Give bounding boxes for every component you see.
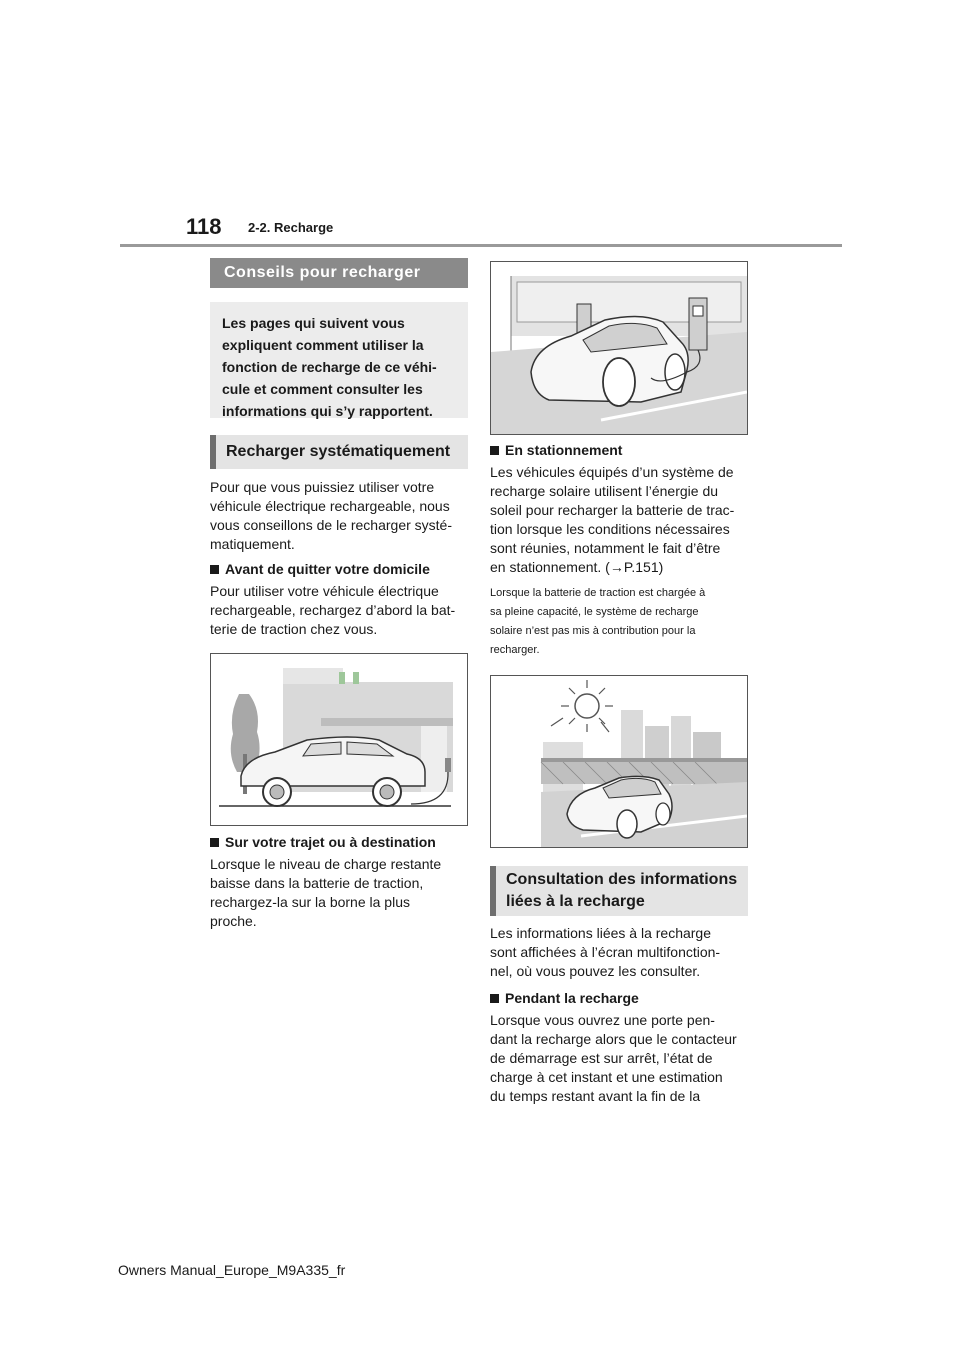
trajet-paragraph (210, 855, 472, 931)
intro-line: fonction de recharge de ce véhi- (222, 359, 437, 375)
pendant-paragraph (490, 1011, 752, 1106)
footer-label: Owners Manual_Europe_M9A335_fr (118, 1262, 346, 1278)
header-divider (120, 244, 842, 247)
bullet-square-icon (210, 838, 219, 847)
consultation-heading (490, 866, 748, 916)
stationnement-heading-label: En stationnement (505, 442, 623, 458)
text-line: sont affichées à l’écran multifonction- (490, 944, 721, 960)
intro-line: cule et comment consulter les (222, 381, 423, 397)
conseils-heading: Conseils pour recharger (210, 258, 468, 288)
bullet-square-icon (210, 565, 219, 574)
note-paragraph (490, 584, 752, 660)
text-line: sont réunies, notamment le fait d’être (490, 540, 721, 556)
section-title: 2-2. Recharge (248, 220, 334, 235)
stationnement-paragraph (490, 463, 752, 577)
consultation-paragraph (490, 924, 752, 981)
text-line: tion lorsque les conditions nécessaires (490, 521, 730, 537)
text-line: Pour que vous puissiez utiliser votre (210, 479, 435, 495)
intro-line: informations qui s’y rapportent. (222, 403, 433, 419)
bullet-square-icon (490, 446, 499, 455)
text-line: baisse dans la batterie de traction, (210, 875, 424, 891)
charging-station-illustration (490, 261, 748, 435)
consultation-heading-line: Consultation des informations (506, 871, 738, 888)
text-line: Les informations liées à la recharge (490, 925, 712, 941)
bullet-square-icon (490, 994, 499, 1003)
text-line: vous conseillons de le recharger systé- (210, 517, 453, 533)
text-line: charge à cet instant et une estimation (490, 1069, 723, 1085)
pendant-heading (490, 989, 639, 1008)
intro-line: expliquent comment utiliser la (222, 337, 424, 353)
text-line: nel, où vous pouvez les consulter. (490, 963, 701, 979)
text-line: en stationnement. (→P.151) (490, 559, 664, 575)
text-line: rechargez-la sur la borne la plus (210, 894, 410, 910)
avant-paragraph (210, 582, 472, 639)
text-line: Lorsque vous ouvrez une porte pen- (490, 1012, 715, 1028)
home-charging-illustration (210, 653, 468, 826)
text-line: du temps restant avant la fin de la (490, 1088, 701, 1104)
text-line: Lorsque la batterie de traction est chargée à (490, 587, 706, 599)
intro-line: Les pages qui suivent vous (222, 315, 405, 331)
text-line: recharger. (490, 644, 540, 656)
text-line: de démarrage est sur arrêt, l’état de (490, 1050, 713, 1066)
text-line: sa pleine capacité, le système de recharge (490, 606, 699, 618)
text-line: Pour utiliser votre véhicule électrique (210, 583, 439, 599)
text-line: soleil pour recharger la batterie de trac- (490, 502, 735, 518)
consultation-heading-line: liées à la recharge (506, 893, 645, 910)
page-number: 118 (186, 214, 222, 239)
recharger-heading: Recharger systématiquement (210, 435, 468, 469)
recharger-paragraph (210, 478, 472, 554)
text-line: Lorsque le niveau de charge restante (210, 856, 442, 872)
text-line: matiquement. (210, 536, 295, 552)
trajet-heading-label: Sur votre trajet ou à destination (225, 834, 436, 850)
text-line: dant la recharge alors que le contacteur (490, 1031, 737, 1047)
avant-heading-label: Avant de quitter votre domicile (225, 561, 430, 577)
stationnement-heading (490, 441, 622, 460)
text-line: proche. (210, 913, 257, 929)
text-line: rechargeable, rechargez d’abord la bat- (210, 602, 456, 618)
text-line: véhicule électrique rechargeable, nous (210, 498, 450, 514)
pendant-heading-label: Pendant la recharge (505, 990, 639, 1006)
avant-heading (210, 560, 430, 579)
intro-box (210, 302, 468, 418)
solar-charging-illustration (490, 675, 748, 848)
text-line: solaire n’est pas mis à contribution pour la (490, 625, 696, 637)
text-line: Les véhicules équipés d’un système de (490, 464, 734, 480)
text-line: recharge solaire utilisent l’énergie du (490, 483, 719, 499)
trajet-heading (210, 833, 436, 852)
text-line: terie de traction chez vous. (210, 621, 378, 637)
